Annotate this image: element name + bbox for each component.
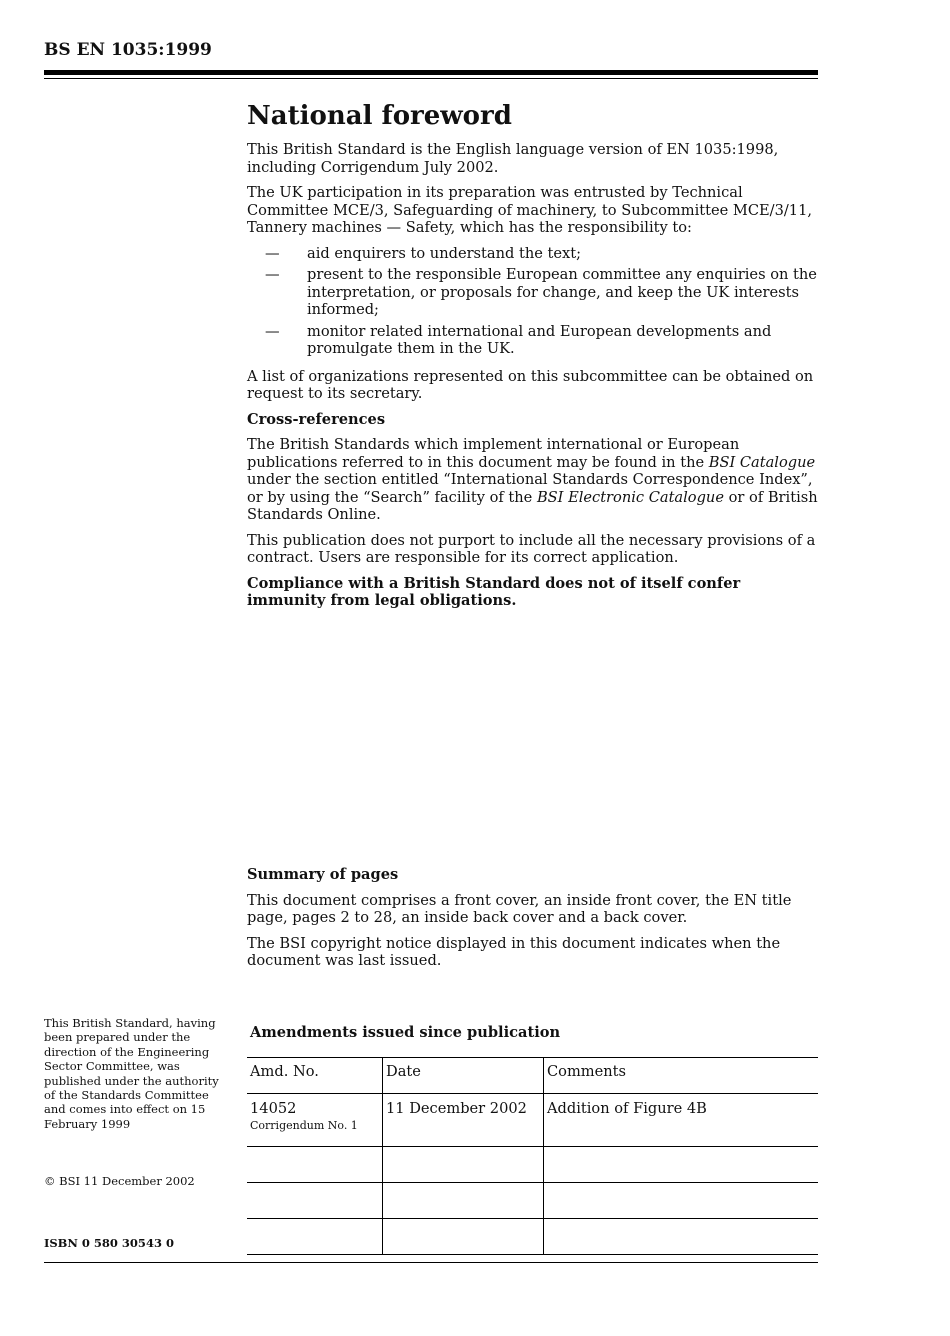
table-row-empty <box>247 1183 818 1219</box>
empty-cell <box>383 1183 544 1219</box>
date-cell: 11 December 2002 <box>383 1094 544 1147</box>
foreword-paragraph-3: A list of organizations represented on this subcommittee can be obtained on request to its secretary. <box>247 367 814 402</box>
summary-paragraph-1: This document comprises a front cover, an inside front cover, the EN title page, pages 2 to 28, an inside back cover and a back cover. <box>247 891 792 926</box>
cross-references-paragraph <box>247 436 819 524</box>
comments-cell: Addition of Figure 4B <box>544 1094 819 1147</box>
amd-no-cell <box>247 1094 383 1147</box>
header-rule-thin <box>44 78 818 79</box>
empty-cell <box>383 1219 544 1255</box>
foreword-paragraph-1: This British Standard is the English language version of EN 1035:1998, including Corrigendum July 2002. <box>247 141 779 176</box>
list-item <box>247 323 819 358</box>
list-item-text: monitor related international and European developments and promulgate them in the UK. <box>307 322 772 357</box>
foreword-paragraph-2: The UK participation in its preparation was entrusted by Technical Committee MCE/3, Safeguarding of machinery, to Subcommittee MCE/3/11, Tannery machines — Safety, which has the responsibility to: <box>247 184 812 236</box>
page-title: National foreword <box>247 101 512 131</box>
national-foreword-section <box>247 100 819 618</box>
text-run: or of British Standards Online. <box>247 488 818 523</box>
dash-bullet: — <box>265 266 280 283</box>
summary-heading: Summary of pages <box>247 866 399 883</box>
copyright-notice: © BSI 11 December 2002 <box>44 1174 195 1188</box>
list-item <box>247 245 819 263</box>
dash-bullet: — <box>265 322 280 340</box>
footer-rule <box>44 1262 818 1263</box>
empty-cell <box>247 1219 383 1255</box>
amendments-heading: Amendments issued since publication <box>250 1024 561 1041</box>
amd-number: 14052 <box>250 1100 297 1117</box>
header-rule-thick <box>44 70 818 75</box>
column-header-date: Date <box>383 1058 544 1094</box>
list-item-text: present to the responsible European committee any enquiries on the interpretation, or proposals for change, and keep the UK interests informed; <box>307 266 817 318</box>
summary-of-pages-section <box>247 866 819 978</box>
column-header-amd-no: Amd. No. <box>247 1058 383 1094</box>
publication-note: This British Standard, having been prepared under the direction of the Engineering Sector Committee, was published under the authority of the Standards Committee and comes into effect on 15 February 1999 <box>44 1016 219 1131</box>
isbn: ISBN 0 580 30543 0 <box>44 1236 174 1250</box>
summary-paragraph-2: The BSI copyright notice displayed in this document indicates when the document was last issued. <box>247 934 781 969</box>
cross-references-heading: Cross-references <box>247 410 386 428</box>
document-id: BS EN 1035:1999 <box>44 40 212 60</box>
empty-cell <box>544 1183 819 1219</box>
empty-cell <box>544 1219 819 1255</box>
amd-note: Corrigendum No. 1 <box>250 1119 358 1132</box>
bsi-catalogue-title: BSI Catalogue <box>708 453 816 471</box>
foreword-paragraph-4: This publication does not purport to include all the necessary provisions of a contract. Users are responsible for its correct application. <box>247 531 816 566</box>
amendments-table <box>247 1057 818 1255</box>
table-header-row <box>247 1058 818 1094</box>
list-item <box>247 266 819 319</box>
empty-cell <box>544 1147 819 1183</box>
table-row-empty <box>247 1219 818 1255</box>
empty-cell <box>247 1147 383 1183</box>
list-item-text: aid enquirers to understand the text; <box>307 244 582 262</box>
empty-cell <box>247 1183 383 1219</box>
text-run: under the section entitled “International Standards Correspondence Index”, or by using the “Search” facility of the <box>247 471 813 506</box>
compliance-statement: Compliance with a British Standard does not of itself confer immunity from legal obligations. <box>247 574 741 609</box>
table-row-empty <box>247 1147 818 1183</box>
table-row <box>247 1094 818 1147</box>
text-run: The British Standards which implement international or European publications referred to in this document may be found in the <box>247 436 740 471</box>
bsi-electronic-catalogue-title: BSI Electronic Catalogue <box>536 488 724 506</box>
empty-cell <box>383 1147 544 1183</box>
dash-bullet: — <box>265 244 280 262</box>
responsibility-list <box>247 245 819 358</box>
column-header-comments: Comments <box>544 1058 819 1094</box>
